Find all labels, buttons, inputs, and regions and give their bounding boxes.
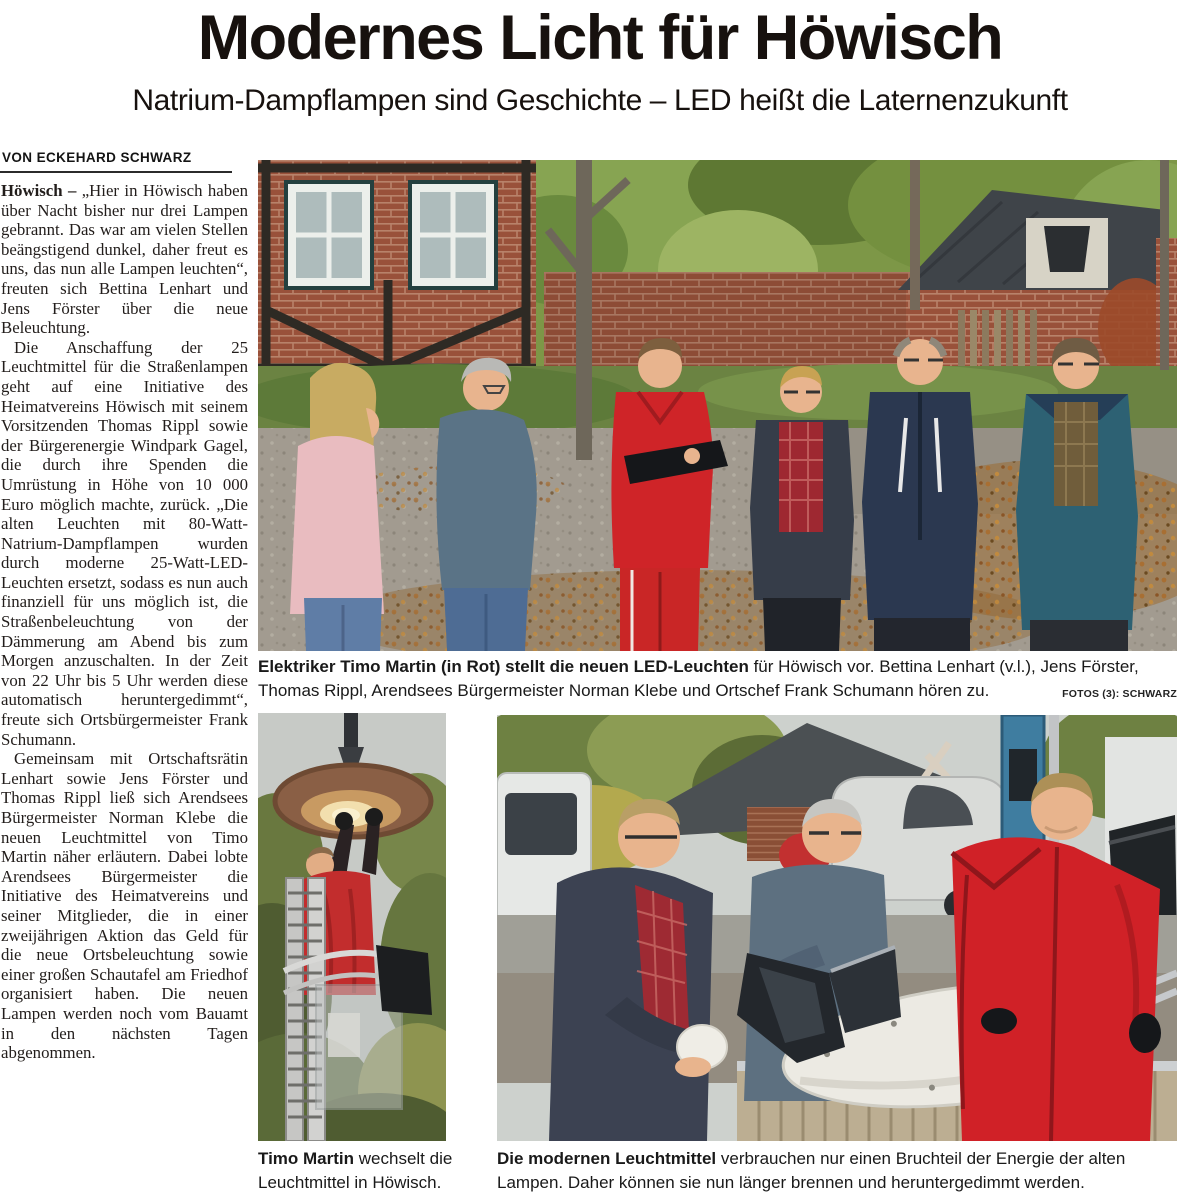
byline: VON ECKEHARD SCHWARZ: [2, 150, 192, 165]
main-photo: [258, 160, 1177, 651]
window-right: [410, 182, 496, 288]
window-left: [286, 182, 372, 288]
parts-caption-text: verbrauchen nur einen Bruchteil der Energie der alten Lampen. Daher können sie nun länger brennen und heruntergedimmt werden.: [497, 1149, 1126, 1192]
lamp-change-photo-image: [258, 713, 446, 1141]
paragraph-1-text: „Hier in Höwisch haben über Nacht bisher nur drei Lampen gebrannt. Das war am vielen Stellen beängstigend dunkel, daher freut es uns, das nun alle Lampen leuchten“, freuten sich Bettina Lenhart und Jens Förster über die neue Beleuchtung.: [1, 181, 248, 338]
subheadline: Natrium-Dampflampen sind Geschichte – LED heißt die Laternenzukunft: [132, 84, 1068, 117]
paragraph-2: Die Anschaffung der 25 Leuchtmittel für die Straßenlampen geht auf eine Initiative des Heimatvereins Höwisch mit seinem Vorsitzenden Thomas Rippl sowie der Bürgerenergie Windpark Gagel, die durch ihre Spenden die Umrüstung in Höhe von 10 000 Euro möglich machte, zurück. „Die alten Leuchten mit 80-Watt-Natrium-Dampflampen wurden durch moderne 25-Watt-LED-Leuchten ersetzt, sodass es nun auch finanziell für uns möglich ist, die Straßenbeleuchtung von der Dämmerung am Abend bis zum Morgen anzuschalten. In der Zeit von 22 Uhr bis 5 Uhr werden diese automatisch heruntergedimmt“, freute sich Ortsbürgermeister Frank Schumann.: [1, 337, 248, 749]
lamp-caption-bold: Timo Martin: [258, 1149, 355, 1168]
paragraph-1-lead: Höwisch –: [1, 181, 82, 200]
paragraph-3: Gemeinsam mit Ortschaftsrätin Lenhart sowie Jens Förster und Thomas Rippl ließ sich Arendsees Bürgermeister Norman Klebe die neuen Leuchtmittel von Timo Martin näher erläutern. Dabei lobte Arendsees Bürgermeister die Initiative des Heimatvereins und seiner Mitglieder, die in einer zweijährigen Aktion das Geld für die neue Ortsbeleuchtung sowie einer großen Schautafel am Friedhof organisiert haben. Die neuen Lampen werden noch vom Bauamt in den nächsten Tagen abgenommen.: [1, 749, 248, 1063]
main-caption-bold: Elektriker Timo Martin (in Rot) stellt die neuen LED-Leuchten: [258, 657, 749, 676]
photo-credit: FOTOS (3): SCHWARZ: [1062, 688, 1177, 700]
main-photo-image: [258, 160, 1177, 651]
headline: Modernes Licht für Höwisch: [197, 3, 1003, 73]
led-parts-photo-image: [497, 715, 1177, 1141]
paragraph-1: [1, 181, 248, 338]
parts-caption-bold: Die modernen Leuchtmittel: [497, 1149, 717, 1168]
lamp-change-photo: [258, 713, 446, 1141]
led-parts-photo: [497, 715, 1177, 1141]
lamp-photo-caption: [258, 1147, 454, 1194]
parts-photo-caption: [497, 1147, 1179, 1194]
main-photo-caption: [258, 655, 1177, 707]
main-caption-text: für Höwisch vor. Bettina Lenhart (v.l.), Jens Förster, Thomas Rippl, Arendsees Bürgermeister Norman Klebe und Ortschef Frank Schumann hören zu.: [258, 657, 1139, 700]
byline-rule: [0, 171, 232, 173]
half-timbered-house: [258, 160, 536, 378]
lamp-caption-text: wechselt die Leuchtmittel in Höwisch.: [258, 1149, 453, 1192]
article-body: [1, 181, 248, 1201]
